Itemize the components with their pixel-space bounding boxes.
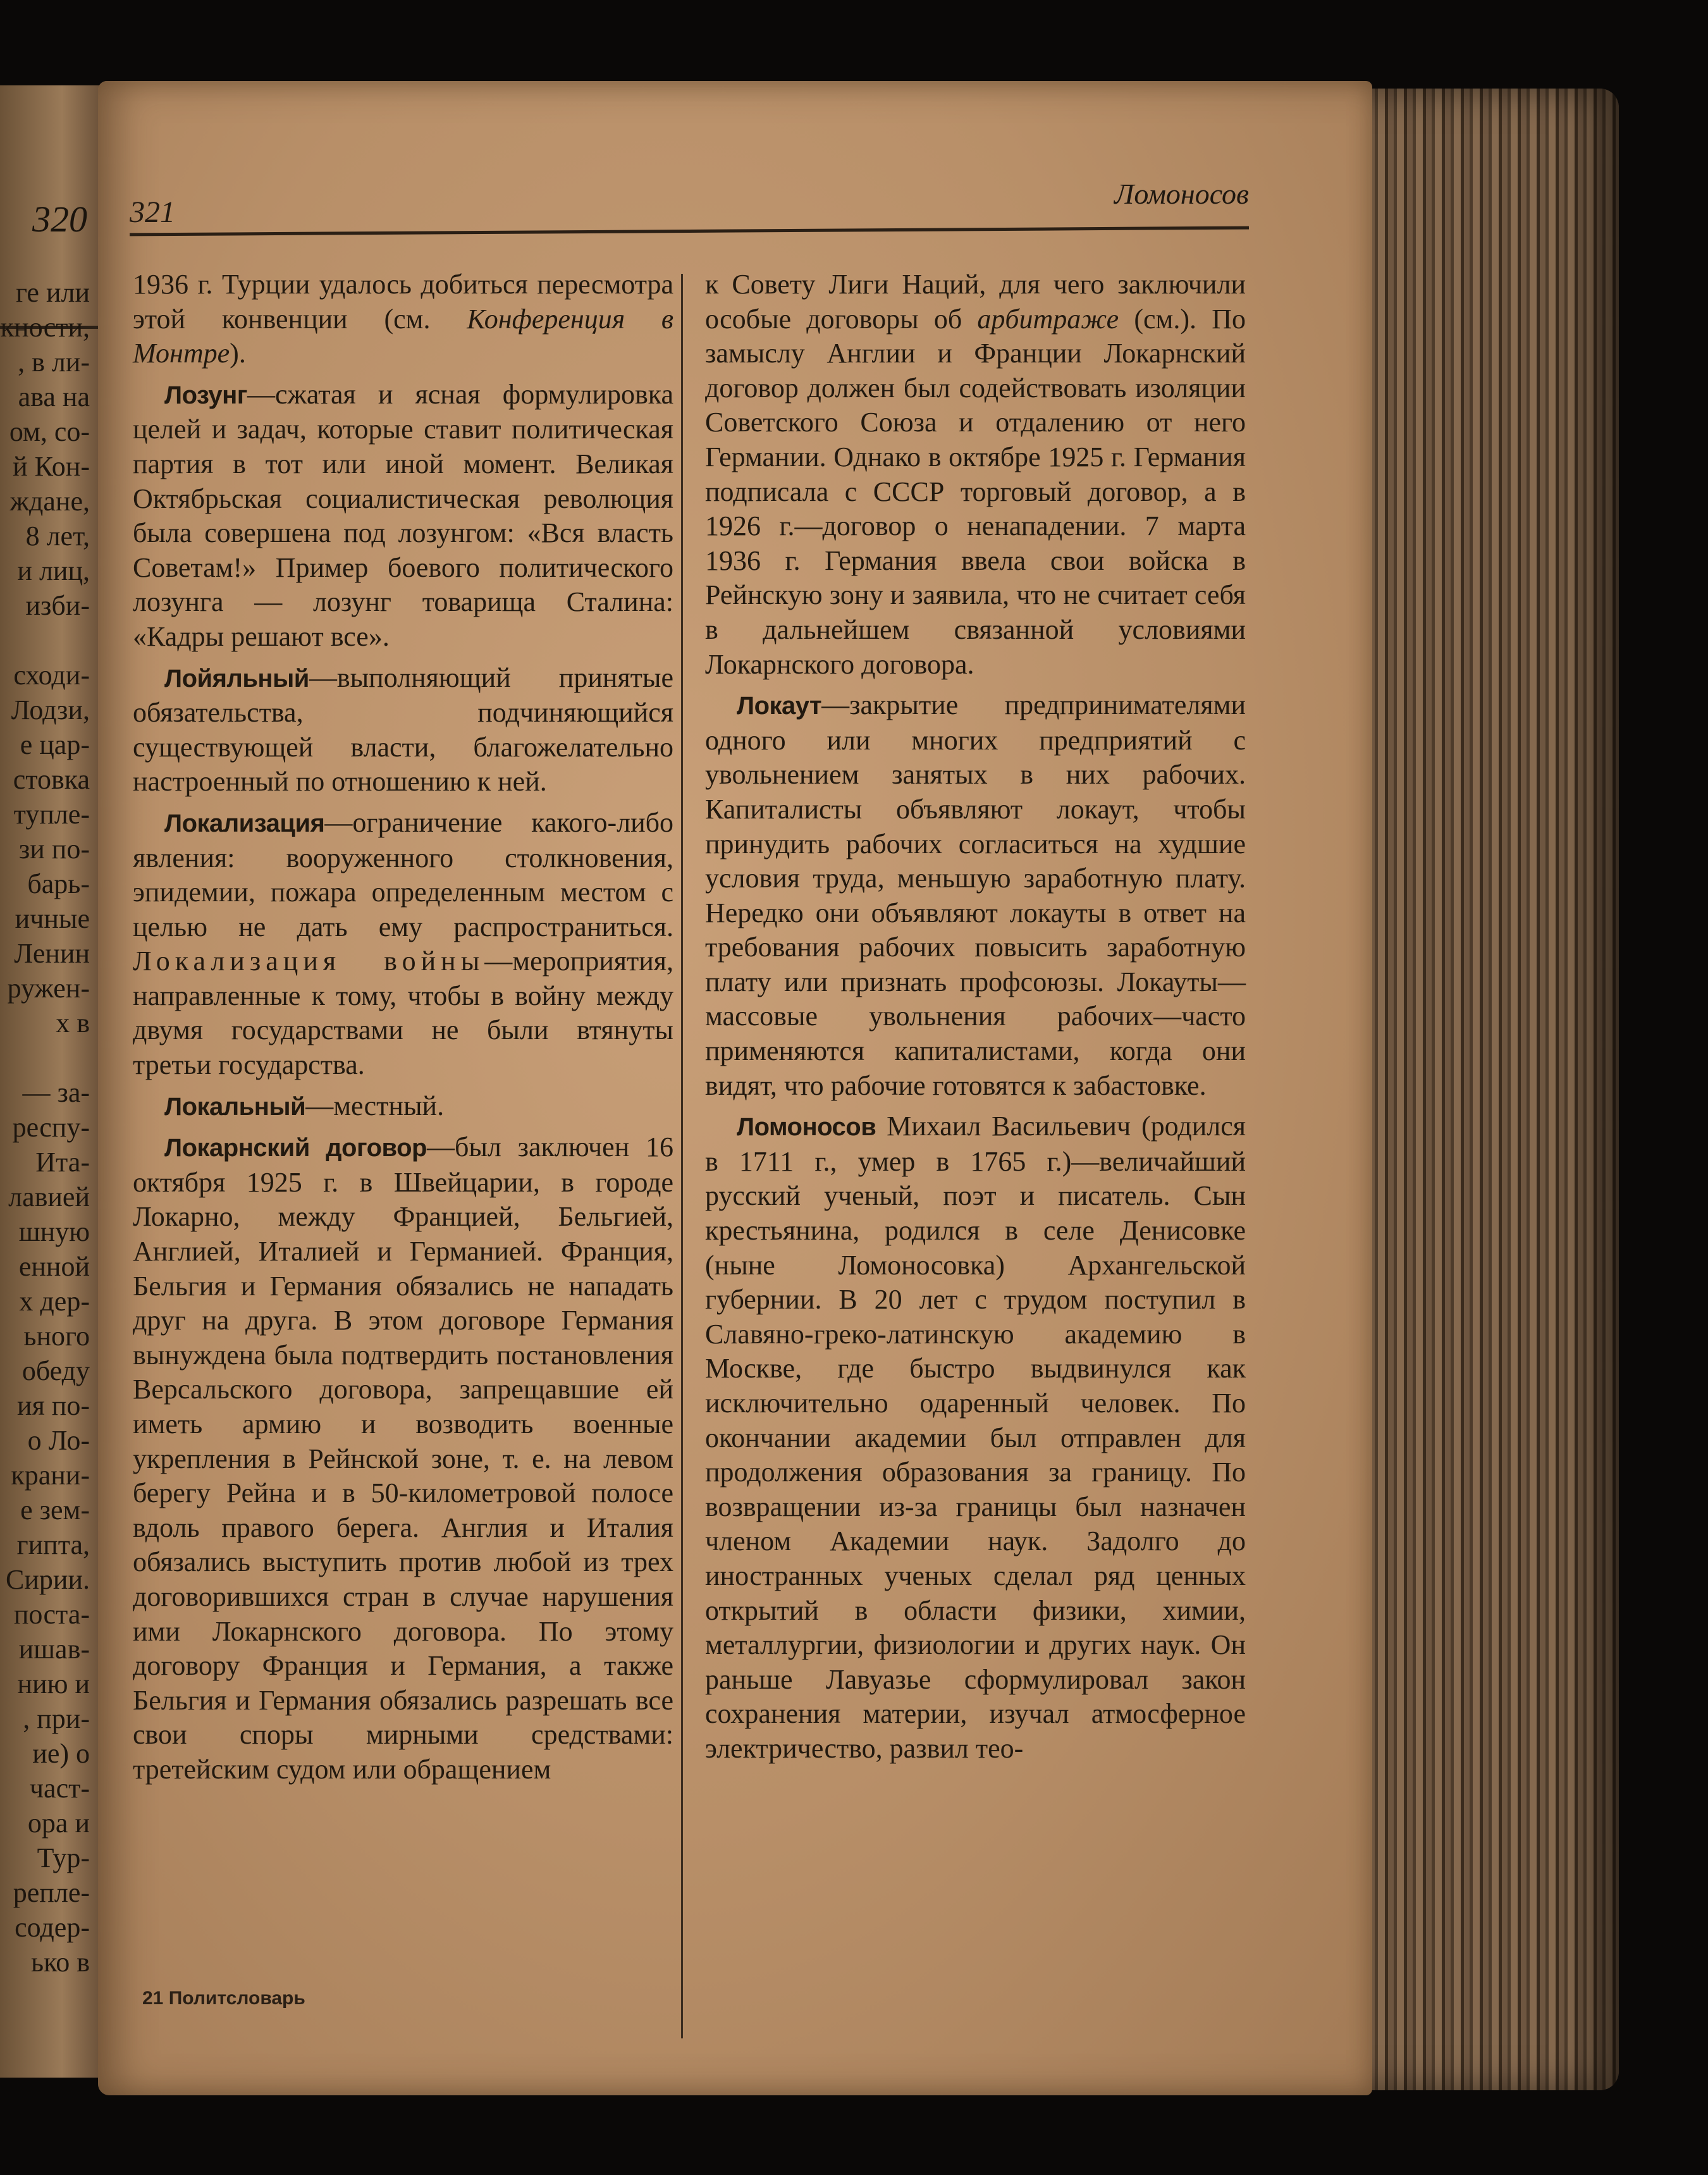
entry-term: Локаут bbox=[737, 692, 822, 720]
book-page bbox=[98, 81, 1372, 2095]
cross-reference: Конференция в Монтре bbox=[133, 303, 673, 369]
previous-page-line-fragment: барь- bbox=[27, 868, 90, 899]
previous-page-line-fragment: ьного bbox=[23, 1321, 90, 1352]
entry-lokalizatsiya bbox=[133, 806, 673, 1083]
previous-page-line-fragment: ге или bbox=[15, 277, 90, 308]
entry-loyalny bbox=[133, 661, 673, 799]
previous-page-line-fragment: ько в bbox=[31, 1947, 90, 1978]
previous-page-line-fragment: й Кон- bbox=[13, 451, 90, 482]
continued-paragraph bbox=[133, 268, 673, 371]
previous-page-line-fragment: ом, со- bbox=[9, 416, 90, 447]
previous-page-line-fragment: ишав- bbox=[18, 1634, 90, 1665]
text: к Совету Лиги Наций, для чего заключили особые договоры об bbox=[705, 269, 1246, 335]
previous-page-line-fragment: ие) о bbox=[32, 1738, 90, 1769]
page-number: 321 bbox=[130, 195, 175, 229]
previous-page-line-fragment: Лодзи, bbox=[11, 694, 90, 725]
previous-page-line-fragment: крани- bbox=[11, 1460, 90, 1491]
entry-term: Локализация bbox=[164, 809, 325, 837]
entry-lokaut bbox=[705, 688, 1246, 1103]
signature-mark: 21 Политсловарь bbox=[142, 1988, 305, 2009]
previous-page-line-fragment: ава на bbox=[18, 381, 90, 412]
previous-page-text-fragments bbox=[1, 275, 90, 1980]
previous-page-line-fragment: содер- bbox=[15, 1912, 90, 1943]
entry-lokalny bbox=[133, 1089, 673, 1124]
previous-page-line-fragment: Сирии. bbox=[6, 1564, 90, 1595]
previous-page-line-fragment: нию и bbox=[17, 1668, 90, 1699]
previous-page-line-fragment: , при- bbox=[23, 1703, 90, 1734]
entry-definition: —закрытие предпринимателями одного или многих предприятий с увольнением занятых в них рабочих. Капиталисты объявляют локаут, чтобы принудить рабочих согласиться на худшие условия труда, меньшую заработную плату. Нередко они объявляют локауты в ответ на требования рабочих повысить заработную плату или признать профсоюзы. Локауты—массовые увольнения рабочих—часто применяются капиталистами, когда они видят, что рабочие готовятся к забастовке. bbox=[705, 689, 1246, 1101]
previous-page-edge bbox=[0, 85, 113, 2078]
entry-definition: —местный. bbox=[305, 1090, 445, 1121]
previous-page-line-fragment: обеду bbox=[22, 1355, 90, 1386]
previous-page-line-fragment: Тур- bbox=[37, 1842, 90, 1873]
previous-page-line-fragment: Ленин bbox=[14, 938, 90, 969]
previous-page-line-fragment: ичные bbox=[15, 903, 90, 934]
entry-definition: Михаил Васильевич (родился в 1711 г., умер в 1765 г.)—величайший русский ученый, поэт и писатель. Сын крестьянина, родился в селе Денисовке (ныне Ломоносовка) Архангельской губернии. В 20 лет с трудом поступил в Славяно-греко-латинскую академию в Москве, где быстро выдвинулся как исключительно одаренный человек. По окончании академии был отправлен для продолжения образования за границу. По возвращении из-за границы был назначен членом Академии наук. Задолго до иностранных ученых сделал ряд ценных открытий в области физики, химии, металлургии, физиологии и других наук. Он раньше Лавуазье сформулировал закон сохранения материи, изучал атмосферное электричество, развил тео- bbox=[705, 1111, 1246, 1764]
previous-page-line-fragment: поста- bbox=[13, 1599, 90, 1630]
previous-page-line-fragment: Ита- bbox=[35, 1147, 90, 1178]
previous-page-line-fragment: х в bbox=[56, 1007, 90, 1038]
page-stack-edges bbox=[1347, 89, 1619, 2090]
previous-page-line-fragment: шную bbox=[18, 1216, 90, 1247]
continued-paragraph bbox=[705, 268, 1246, 682]
previous-page-number: 320 bbox=[32, 199, 87, 240]
previous-page-line-fragment: кности, bbox=[0, 312, 90, 343]
left-column bbox=[133, 268, 673, 1794]
text: 1936 г. Турции удалось добиться пересмотра этой конвенции (см. bbox=[133, 269, 673, 335]
text: ). bbox=[230, 338, 246, 369]
previous-page-line-fragment: 8 лет, bbox=[25, 521, 90, 551]
entry-term: Лозунг bbox=[164, 381, 247, 409]
right-column bbox=[705, 268, 1246, 1773]
previous-page-line-fragment: ора и bbox=[27, 1808, 90, 1839]
previous-page-line-fragment bbox=[1, 1040, 90, 1075]
previous-page-line-fragment: лавией bbox=[8, 1181, 90, 1212]
entry-definition: —ограничение какого-либо явления: вооруженного столкновения, эпидемии, пожара определенным местом с целью не дать ему распространиться. bbox=[133, 806, 673, 942]
previous-page-line-fragment: гипта, bbox=[16, 1529, 90, 1560]
previous-page-line-fragment: зи по- bbox=[18, 834, 90, 865]
entry-definition: —мероприятия, направленные к тому, чтобы в войну между двумя государствами не были втянуты третьи государства. bbox=[133, 946, 673, 1081]
previous-page-line-fragment: изби- bbox=[25, 590, 90, 621]
entry-definition: —сжатая и ясная формулировка целей и задач, которые ставит политическая партия в тот или иной момент. Великая Октябрьская социалистическая революция была совершена под лозунгом: «Вся власть Советам!» Пример боевого политического лозунга — лозунг товарища Сталина: «Кадры решают все». bbox=[133, 378, 673, 652]
entry-term: Локарнский договор bbox=[164, 1134, 427, 1162]
previous-page-line-fragment bbox=[1, 623, 90, 658]
spaced-term: Локализация войны bbox=[133, 946, 485, 977]
entry-term: Локальный bbox=[164, 1092, 306, 1121]
previous-page-line-fragment: енной bbox=[18, 1251, 90, 1282]
previous-page-line-fragment: ждане, bbox=[9, 486, 90, 517]
previous-page-line-fragment: и лиц, bbox=[17, 555, 90, 586]
header-rule bbox=[130, 226, 1249, 237]
previous-page-line-fragment: стовка bbox=[13, 764, 90, 795]
previous-page-line-fragment: част- bbox=[29, 1773, 90, 1804]
column-divider bbox=[681, 274, 683, 2038]
entry-lokarnsky-dogovor bbox=[133, 1130, 673, 1787]
previous-page-line-fragment: сходи- bbox=[13, 660, 90, 691]
previous-page-line-fragment: , в ли- bbox=[18, 347, 90, 378]
previous-page-line-fragment: — за- bbox=[22, 1077, 90, 1108]
running-title: Ломоносов bbox=[1114, 178, 1249, 210]
entry-definition: —был заключен 16 октября 1925 г. в Швейцарии, в городе Локарно, между Францией, Бельгией, Англией, Италией и Германией. Франция, Бельгия и Германия обязались не нападать друг на друга. В этом договоре Германия вынуждена была подтвердить постановления Версальского договора, запрещавшие ей иметь армию и возводить военные укрепления в Рейнской зоне, т. е. на левом берегу Рейна и в 50-километровой полосе вдоль правого берега. Англия и Италия обязались выступить против любой из трех договорившихся стран в случае нарушения ими Локарнского договора. По этому договору Франция и Германия, а также Бельгия и Германия обязались разрешать все свои споры мирными средствами: третейским судом или обращением bbox=[133, 1131, 673, 1785]
previous-page-line-fragment: ия по- bbox=[17, 1390, 90, 1421]
previous-page-line-fragment: респу- bbox=[12, 1112, 90, 1143]
entry-term: Лойяльный bbox=[164, 664, 309, 693]
previous-page-line-fragment: е цар- bbox=[20, 729, 90, 760]
previous-page-line-fragment: о Ло- bbox=[27, 1425, 90, 1456]
entry-definition: —выполняющий принятые обязательства, подчиняющийся существующей власти, благожелательно настроенный по отношению к ней. bbox=[133, 662, 673, 798]
previous-page-line-fragment: репле- bbox=[13, 1877, 90, 1908]
entry-lomonosov bbox=[705, 1109, 1246, 1766]
previous-page-line-fragment: х дер- bbox=[19, 1286, 90, 1317]
cross-reference: арбитраже bbox=[977, 303, 1119, 335]
previous-page-line-fragment: тупле- bbox=[13, 799, 90, 830]
previous-page-line-fragment: е зем- bbox=[20, 1494, 90, 1525]
entry-lozung bbox=[133, 378, 673, 655]
previous-page-line-fragment: ружен- bbox=[7, 973, 90, 1004]
entry-term: Ломоносов bbox=[737, 1113, 876, 1142]
text: (см.). По замыслу Англии и Франции Локарнский договор должен был содействовать изоляции Советского Союза и отдалению от него Германии. Однако в октябре 1925 г. Германия подписала с СССР торговый договор, а в 1926 г.—договор о ненападении. 7 марта 1936 г. Германия ввела свои войска в Рейнскую зону и заявила, что не считает себя в дальнейшем связанной условиями Локарнского договора. bbox=[705, 303, 1246, 680]
